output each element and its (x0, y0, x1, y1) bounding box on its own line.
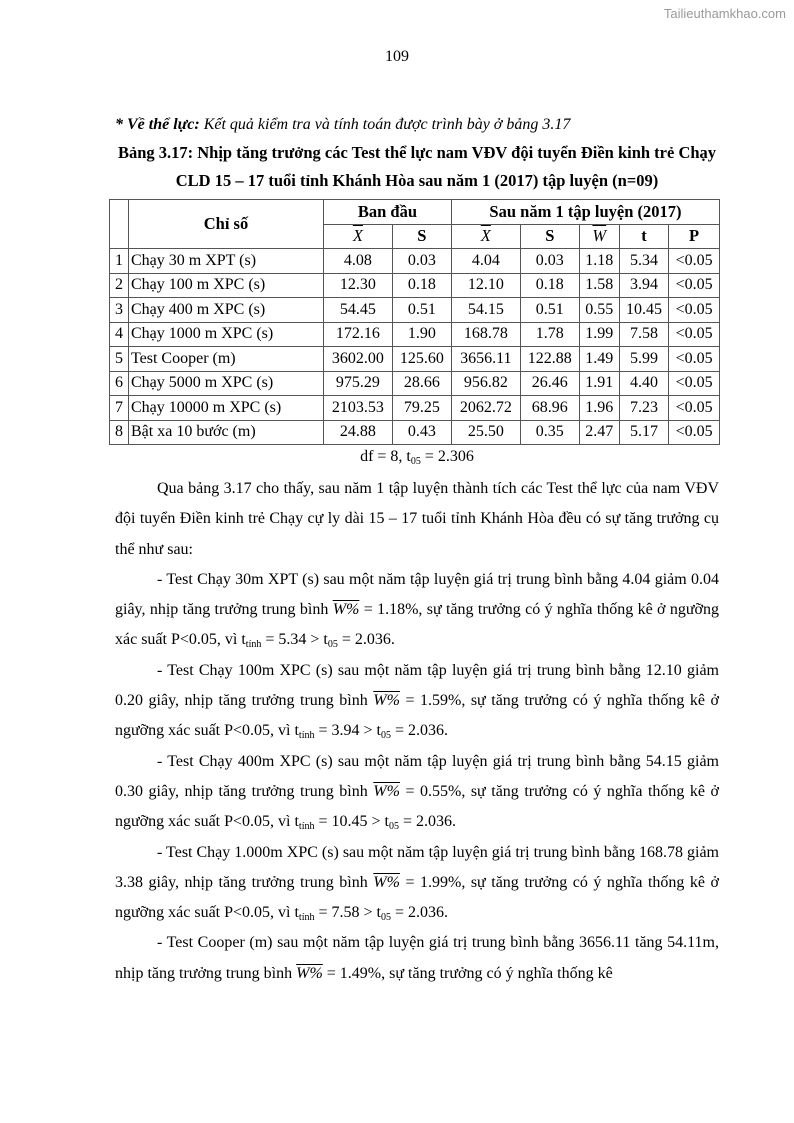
table-footnote (115, 446, 719, 468)
cell-index: 2 (110, 273, 129, 298)
cell-w: 0.55 (579, 298, 619, 323)
bullet-text: - Test Chạy 100m XPC (s) sau một năm tập luyện giá trị trung bình bằng 12.10 giảm 0.20 giây, nhịp tăng trưởng trung bình (115, 661, 719, 710)
cell-sau-sd: 122.88 (520, 347, 579, 372)
cell-ban-dau-mean: 4.08 (324, 249, 393, 274)
table-row (110, 371, 720, 396)
caption-line: Bảng 3.17: Nhịp tăng trưởng các Test thể lực nam VĐV đội tuyển Điền kinh trẻ Chạy (117, 143, 717, 162)
cell-sau-mean: 54.15 (451, 298, 520, 323)
cell-sau-sd: 0.35 (520, 420, 579, 445)
cell-index: 4 (110, 322, 129, 347)
w-percent-symbol: W% (296, 964, 323, 982)
bullet-text: = 1.59%, sự tăng trưởng có ý nghĩa thống kê ở ngưỡng xác suất P<0.05, vì t (115, 692, 720, 740)
page-number: 109 (385, 48, 409, 65)
cell-sau-sd: 26.46 (520, 371, 579, 396)
table-row (110, 249, 720, 274)
bullet-text: 05 (327, 639, 338, 651)
cell-ban-dau-sd: 0.18 (392, 273, 451, 298)
cell-p: <0.05 (669, 371, 720, 396)
cell-index: 3 (110, 298, 129, 323)
bullet-text: - Test Chạy 1.000m XPC (s) sau một năm tập luyện giá trị trung bình bằng 168.78 giảm 3.38 giây, nhịp tăng trưởng trung bình (115, 843, 719, 891)
header-index (110, 200, 129, 249)
cell-ban-dau-mean: 975.29 (324, 371, 393, 396)
table-row (110, 396, 720, 421)
cell-t: 4.40 (619, 371, 668, 396)
cell-p: <0.05 (669, 298, 720, 323)
bullet-text: tính (298, 821, 315, 833)
table-header-row (110, 200, 720, 225)
cell-sau-mean: 4.04 (451, 249, 520, 274)
cell-w: 2.47 (579, 420, 619, 445)
bullet-paragraph (115, 565, 719, 656)
cell-sau-sd: 0.51 (520, 298, 579, 323)
table-body (110, 249, 720, 445)
cell-p: <0.05 (669, 347, 720, 372)
cell-w: 1.99 (579, 322, 619, 347)
summary-paragraph: Qua bảng 3.17 cho thấy, sau năm 1 tập luyện thành tích các Test thể lực của nam VĐV đội tuyển Điền kinh trẻ Chạy cự ly dài 15 – 17 tuổi tỉnh Khánh Hòa đều có sự tăng trưởng cụ thể như sau: (115, 480, 719, 558)
bullet-text: 05 (380, 912, 391, 924)
header-ban-dau: Ban đầu (324, 200, 452, 225)
w-percent-symbol: W% (373, 782, 400, 800)
intro-heading: * Về thể lực: (115, 116, 200, 133)
header-chi-so: Chỉ số (129, 200, 324, 249)
cell-w: 1.91 (579, 371, 619, 396)
mean-symbol: $\overline{X}$ (352, 226, 363, 246)
cell-p: <0.05 (669, 273, 720, 298)
cell-p: <0.05 (669, 322, 720, 347)
cell-p: <0.05 (669, 249, 720, 274)
intro-text: Kết quả kiểm tra và tính toán được trình bày ở bảng 3.17 (199, 116, 571, 133)
footnote-text: = 2.306 (420, 448, 474, 465)
cell-ban-dau-sd: 0.03 (392, 249, 451, 274)
cell-sau-sd: 68.96 (520, 396, 579, 421)
caption-line: CLD 15 – 17 tuổi tỉnh Khánh Hòa sau năm 1 (2017) tập luyện (n=09) (175, 171, 659, 190)
mean-symbol: $\overline{X}$ (480, 226, 491, 246)
cell-ban-dau-sd: 125.60 (392, 347, 451, 372)
cell-sau-mean: 2062.72 (451, 396, 520, 421)
w-symbol: $\overline{W}$ (592, 226, 607, 246)
footnote-sub: 05 (410, 456, 421, 467)
bullet-text: = 2.036. (398, 813, 457, 831)
header-t: t (619, 224, 668, 249)
bullet-text: = 7.58 > t (314, 904, 381, 922)
cell-chi-so: Bật xa 10 bước (m) (129, 420, 324, 445)
cell-w: 1.18 (579, 249, 619, 274)
cell-ban-dau-mean: 54.45 (324, 298, 393, 323)
header-mean (324, 224, 393, 249)
bullet-text: = 1.49%, sự tăng trưởng có ý nghĩa thống kê (322, 964, 613, 982)
bullet-list (115, 565, 719, 989)
bullet-text: = 2.036. (337, 631, 395, 649)
bullet-paragraph (115, 838, 719, 929)
bullet-text: = 1.18%, sự tăng trưởng có ý nghĩa thống kê ở ngưỡng xác suất P<0.05, vì t (115, 601, 719, 649)
cell-index: 5 (110, 347, 129, 372)
cell-ban-dau-mean: 2103.53 (324, 396, 393, 421)
cell-ban-dau-sd: 0.43 (392, 420, 451, 445)
cell-t: 7.58 (619, 322, 668, 347)
cell-w: 1.49 (579, 347, 619, 372)
cell-index: 7 (110, 396, 129, 421)
cell-sau-mean: 168.78 (451, 322, 520, 347)
bullet-text: = 0.55%, sự tăng trưởng có ý nghĩa thống kê ở ngưỡng xác suất P<0.05, vì t (115, 782, 720, 831)
header-sd: S (392, 224, 451, 249)
cell-chi-so: Chạy 100 m XPC (s) (129, 273, 324, 298)
w-percent-symbol: W% (373, 873, 400, 891)
table-row (110, 273, 720, 298)
bullet-paragraph (115, 747, 719, 838)
cell-t: 10.45 (619, 298, 668, 323)
bullet-text: tính (298, 730, 315, 742)
cell-t: 3.94 (619, 273, 668, 298)
cell-t: 7.23 (619, 396, 668, 421)
header-w (579, 224, 619, 249)
header-sd: S (520, 224, 579, 249)
bullet-text: - Test Cooper (m) sau một năm tập luyện giá trị trung bình bằng 3656.11 tăng 54.11m, nhịp tăng trưởng trung bình (115, 934, 719, 982)
cell-chi-so: Chạy 1000 m XPC (s) (129, 322, 324, 347)
bullet-text: = 3.94 > t (314, 722, 381, 740)
cell-chi-so: Chạy 10000 m XPC (s) (129, 396, 324, 421)
cell-ban-dau-sd: 79.25 (392, 396, 451, 421)
cell-w: 1.58 (579, 273, 619, 298)
cell-ban-dau-mean: 24.88 (324, 420, 393, 445)
watermark: Tailieuthamkhao.com (663, 6, 786, 21)
cell-chi-so: Test Cooper (m) (129, 347, 324, 372)
cell-sau-mean: 956.82 (451, 371, 520, 396)
bullet-text: = 2.036. (390, 722, 449, 740)
bullet-paragraph (115, 656, 719, 747)
cell-ban-dau-sd: 1.90 (392, 322, 451, 347)
bullet-text: = 10.45 > t (314, 813, 389, 831)
cell-chi-so: Chạy 5000 m XPC (s) (129, 371, 324, 396)
cell-p: <0.05 (669, 396, 720, 421)
header-p: P (669, 224, 720, 249)
cell-t: 5.34 (619, 249, 668, 274)
cell-t: 5.99 (619, 347, 668, 372)
table-row (110, 420, 720, 445)
bullet-text: = 5.34 > t (261, 631, 328, 649)
w-percent-symbol: W% (332, 601, 360, 619)
bullet-text: 05 (388, 821, 399, 833)
table-row (110, 298, 720, 323)
cell-sau-mean: 25.50 (451, 420, 520, 445)
w-percent-symbol: W% (373, 692, 400, 710)
results-table (109, 199, 720, 445)
header-sau-nam: Sau năm 1 tập luyện (2017) (451, 200, 719, 225)
cell-ban-dau-mean: 3602.00 (324, 347, 393, 372)
cell-ban-dau-mean: 12.30 (324, 273, 393, 298)
cell-ban-dau-mean: 172.16 (324, 322, 393, 347)
bullet-text: 05 (380, 730, 391, 742)
bullet-text: = 1.99%, sự tăng trưởng có ý nghĩa thống kê ở ngưỡng xác suất P<0.05, vì t (115, 873, 720, 922)
table-caption (115, 139, 719, 195)
bullet-text: tính (298, 912, 315, 924)
bullet-text: - Test Chạy 30m XPT (s) sau một năm tập luyện giá trị trung bình bằng 4.04 giảm 0.04 giây, nhịp tăng trưởng trung bình (115, 570, 719, 619)
header-mean (451, 224, 520, 249)
cell-sau-sd: 0.18 (520, 273, 579, 298)
cell-ban-dau-sd: 28.66 (392, 371, 451, 396)
cell-chi-so: Chạy 30 m XPT (s) (129, 249, 324, 274)
bullet-text: - Test Chạy 400m XPC (s) sau một năm tập luyện giá trị trung bình bằng 54.15 giảm 0.30 giây, nhịp tăng trưởng trung bình (115, 752, 719, 800)
cell-ban-dau-sd: 0.51 (392, 298, 451, 323)
cell-sau-mean: 12.10 (451, 273, 520, 298)
cell-index: 8 (110, 420, 129, 445)
cell-index: 1 (110, 249, 129, 274)
section-intro (115, 113, 719, 137)
footnote-text: df = 8, t (360, 448, 411, 465)
cell-t: 5.17 (619, 420, 668, 445)
cell-index: 6 (110, 371, 129, 396)
cell-sau-sd: 0.03 (520, 249, 579, 274)
cell-p: <0.05 (669, 420, 720, 445)
table-row (110, 347, 720, 372)
bullet-text: = 2.036. (390, 904, 449, 922)
bullet-text: tính (245, 639, 262, 651)
cell-chi-so: Chạy 400 m XPC (s) (129, 298, 324, 323)
bullet-paragraph (115, 928, 719, 989)
cell-sau-sd: 1.78 (520, 322, 579, 347)
table-row (110, 322, 720, 347)
cell-w: 1.96 (579, 396, 619, 421)
page-content (115, 113, 719, 989)
cell-sau-mean: 3656.11 (451, 347, 520, 372)
